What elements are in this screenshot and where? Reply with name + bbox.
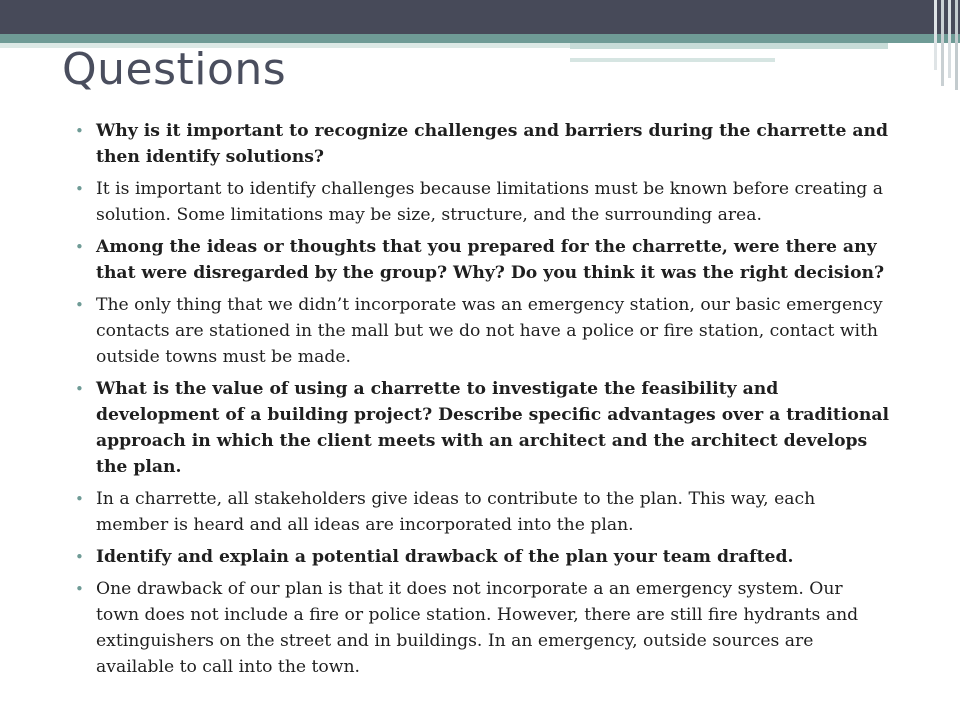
bullet-dot-icon: • bbox=[75, 490, 84, 508]
answer-item bbox=[75, 176, 890, 228]
question-item bbox=[75, 234, 890, 286]
answer-item bbox=[75, 576, 890, 680]
question-text: What is the value of using a charrette to investigate the feasibility and development of a building project? Describe specific advantages over a traditional approach in which the client meets with an architect and the architect develops the plan. bbox=[96, 379, 890, 477]
decorative-strip bbox=[570, 58, 775, 62]
bullet-dot-icon: • bbox=[75, 296, 84, 314]
answer-item bbox=[75, 292, 890, 370]
answer-text: The only thing that we didn’t incorporate was an emergency station, our basic emergency contacts are stationed in the mall but we do not have a police or fire station, contact with outside towns must be made. bbox=[96, 295, 883, 367]
bullet-dot-icon: • bbox=[75, 122, 84, 140]
bullet-dot-icon: • bbox=[75, 238, 84, 256]
bullet-dot-icon: • bbox=[75, 580, 84, 598]
slide-title: Questions bbox=[62, 44, 287, 95]
question-item bbox=[75, 376, 890, 480]
bullet-dot-icon: • bbox=[75, 180, 84, 198]
header-bar bbox=[0, 0, 960, 34]
question-item bbox=[75, 544, 890, 570]
answer-text: In a charrette, all stakeholders give ideas to contribute to the plan. This way, each member is heard and all ideas are incorporated into the plan. bbox=[96, 489, 816, 535]
answer-text: It is important to identify challenges because limitations must be known before creating a solution. Some limitations may be size, structure, and the surrounding area. bbox=[96, 179, 883, 225]
bullet-dot-icon: • bbox=[75, 380, 84, 398]
decorative-strip bbox=[570, 43, 888, 49]
bullet-dot-icon: • bbox=[75, 548, 84, 566]
answer-text: One drawback of our plan is that it does not incorporate a an emergency system. Our town does not include a fire or police station. However, there are still fire hydrants and extinguishers on the street and in buildings. In an emergency, outside sources are available to call into the town. bbox=[96, 579, 859, 677]
corner-stripes-decoration bbox=[930, 0, 960, 90]
question-text: Identify and explain a potential drawback of the plan your team drafted. bbox=[96, 547, 794, 567]
answer-item bbox=[75, 486, 890, 538]
question-text: Among the ideas or thoughts that you prepared for the charrette, were there any that were disregarded by the group? Why? Do you think it was the right decision? bbox=[96, 237, 885, 283]
header-accent-band bbox=[0, 34, 960, 43]
question-item bbox=[75, 118, 890, 170]
bullet-list bbox=[75, 118, 890, 686]
question-text: Why is it important to recognize challenges and barriers during the charrette and then identify solutions? bbox=[96, 121, 889, 167]
